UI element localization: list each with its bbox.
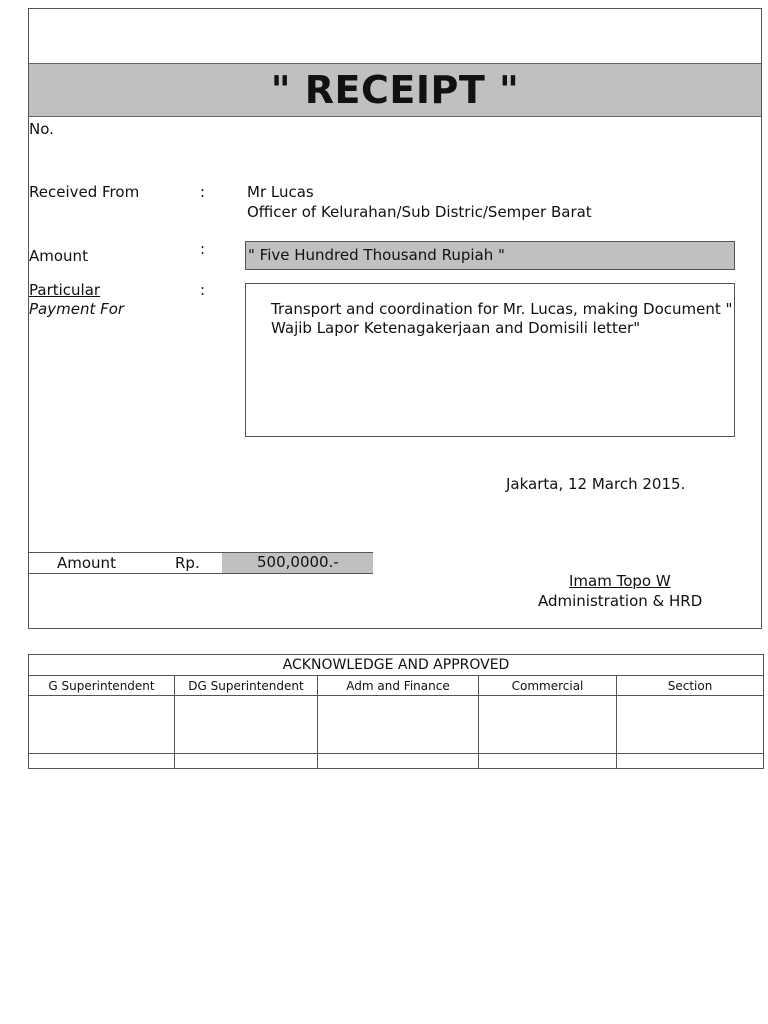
name-cell-dg-superintendent xyxy=(175,754,318,769)
column-header-section: Section xyxy=(617,676,764,696)
approval-table xyxy=(28,654,764,769)
signer-name: Imam Topo W xyxy=(569,572,671,590)
amount-summary-row xyxy=(29,552,373,574)
column-header-adm-finance: Adm and Finance xyxy=(318,676,479,696)
receipt-number-label: No. xyxy=(29,120,54,138)
name-cell-g-superintendent xyxy=(29,754,175,769)
column-header-g-superintendent: G Superintendent xyxy=(29,676,175,696)
signature-cell-g-superintendent xyxy=(29,696,175,754)
signature-cell-section xyxy=(617,696,764,754)
received-from-position: Officer of Kelurahan/Sub Distric/Semper Barat xyxy=(247,203,592,221)
particular-line-1: Transport and coordination for Mr. Lucas, making Document " xyxy=(271,300,733,318)
receipt-title: " RECEIPT " xyxy=(29,63,761,117)
name-cell-adm-finance xyxy=(318,754,479,769)
name-cell-section xyxy=(617,754,764,769)
received-from-name: Mr Lucas xyxy=(247,183,314,201)
signature-cell-dg-superintendent xyxy=(175,696,318,754)
signature-cell-commercial xyxy=(479,696,617,754)
amount-value-cell xyxy=(222,553,373,573)
particular-colon: : xyxy=(200,281,206,299)
particular-label: Particular xyxy=(29,281,101,299)
currency-label: Rp. xyxy=(175,554,200,572)
amount-in-words: " Five Hundred Thousand Rupiah " xyxy=(245,241,735,270)
place-and-date: Jakarta, 12 March 2015. xyxy=(506,475,686,493)
signer-title: Administration & HRD xyxy=(538,592,703,610)
column-header-commercial: Commercial xyxy=(479,676,617,696)
received-from-colon: : xyxy=(200,183,206,201)
name-cell-commercial xyxy=(479,754,617,769)
amount-value: 500,0000.- xyxy=(257,553,339,571)
payment-for-label: Payment For xyxy=(29,300,125,318)
column-header-dg-superintendent: DG Superintendent xyxy=(175,676,318,696)
amount-label: Amount xyxy=(29,247,88,265)
receipt-form xyxy=(28,8,762,629)
signature-cell-adm-finance xyxy=(318,696,479,754)
amount-summary-label: Amount xyxy=(57,554,116,572)
received-from-label: Received From xyxy=(29,183,140,201)
approval-title: ACKNOWLEDGE AND APPROVED xyxy=(29,655,764,676)
amount-colon: : xyxy=(200,240,206,258)
particular-line-2: Wajib Lapor Ketenagakerjaan and Domisili letter" xyxy=(271,319,641,337)
particular-description xyxy=(245,283,735,437)
